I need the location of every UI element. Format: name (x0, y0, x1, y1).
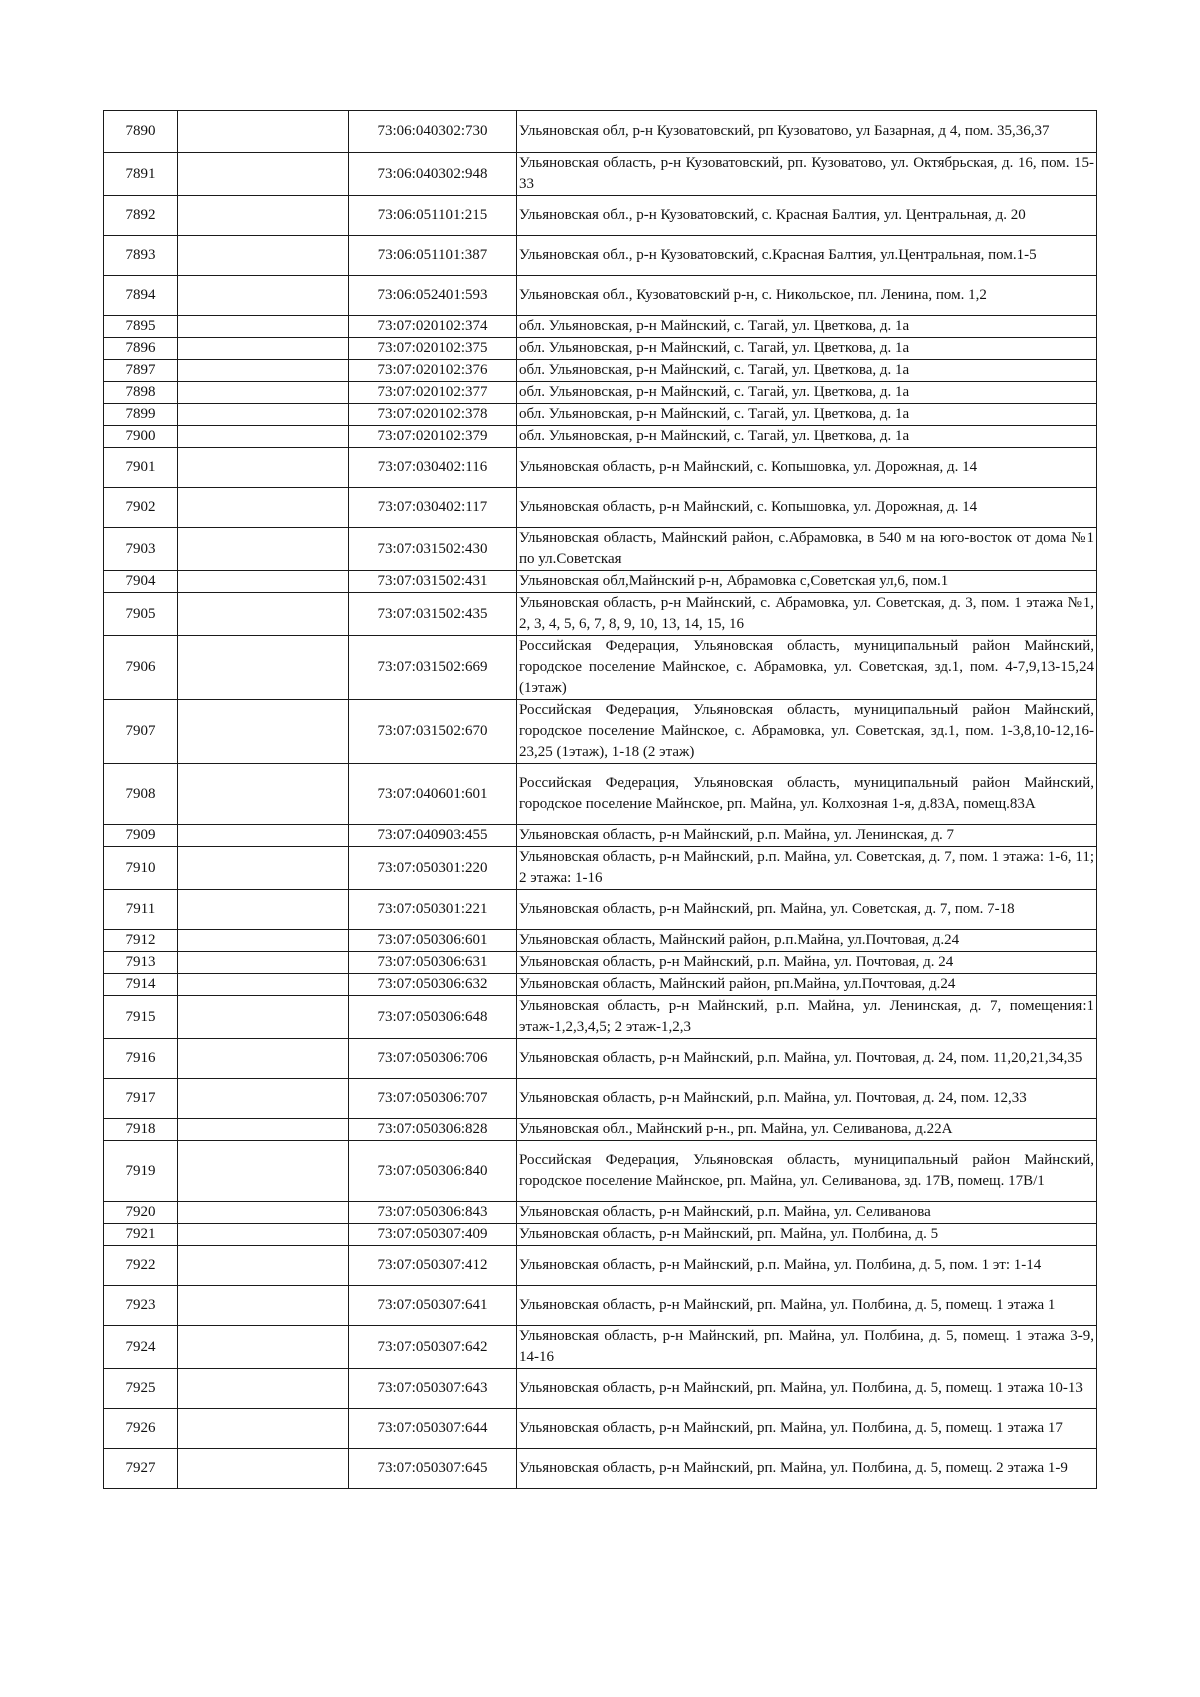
cadastral-number-cell: 73:06:052401:593 (349, 276, 517, 316)
row-number-cell: 7891 (104, 153, 178, 196)
empty-cell (178, 488, 349, 528)
row-number-cell: 7901 (104, 448, 178, 488)
address-cell: Ульяновская область, р-н Майнский, р.п. Майна, ул. Ленинская, д. 7, помещения:1 этаж-1,2,3,4,5; 2 этаж-1,2,3 (517, 996, 1097, 1039)
table-row (104, 1039, 1097, 1079)
table-row (104, 1286, 1097, 1326)
row-number-cell: 7912 (104, 930, 178, 952)
empty-cell (178, 404, 349, 426)
cadastral-number-cell: 73:07:050307:644 (349, 1409, 517, 1449)
cadastral-number-cell: 73:07:050307:409 (349, 1224, 517, 1246)
table-row (104, 952, 1097, 974)
table-row (104, 636, 1097, 700)
row-number-cell: 7892 (104, 196, 178, 236)
address-cell: Ульяновская обл., Майнский р-н., рп. Майна, ул. Селиванова, д.22А (517, 1119, 1097, 1141)
row-number-cell: 7900 (104, 426, 178, 448)
table-row (104, 276, 1097, 316)
empty-cell (178, 1409, 349, 1449)
row-number-cell: 7896 (104, 338, 178, 360)
row-number-cell: 7916 (104, 1039, 178, 1079)
address-cell: Ульяновская область, р-н Майнский, с. Абрамовка, ул. Советская, д. 3, пом. 1 этажа №1, 2, 3, 4, 5, 6, 7, 8, 9, 10, 13, 14, 15, 16 (517, 593, 1097, 636)
cadastral-number-cell: 73:07:031502:670 (349, 700, 517, 764)
row-number-cell: 7909 (104, 825, 178, 847)
address-cell: Ульяновская область, р-н Майнский, рп. Майна, ул. Полбина, д. 5, помещ. 1 этажа 3-9, 14-16 (517, 1326, 1097, 1369)
row-number-cell: 7894 (104, 276, 178, 316)
table-row (104, 1369, 1097, 1409)
address-cell: Российская Федерация, Ульяновская область, муниципальный район Майнский, городское поселение Майнское, с. Абрамовка, ул. Советская, зд.1, пом. 4-7,9,13-15,24 (1этаж) (517, 636, 1097, 700)
empty-cell (178, 764, 349, 825)
table-row (104, 930, 1097, 952)
table-row (104, 528, 1097, 571)
row-number-cell: 7907 (104, 700, 178, 764)
table-row (104, 974, 1097, 996)
cadastral-number-cell: 73:06:040302:730 (349, 111, 517, 153)
property-register-table (103, 110, 1097, 1489)
cadastral-number-cell: 73:07:031502:669 (349, 636, 517, 700)
table-row (104, 488, 1097, 528)
empty-cell (178, 1039, 349, 1079)
empty-cell (178, 1119, 349, 1141)
row-number-cell: 7904 (104, 571, 178, 593)
address-cell: Ульяновская обл, р-н Кузоватовский, рп Кузоватово, ул Базарная, д 4, пом. 35,36,37 (517, 111, 1097, 153)
table-row (104, 825, 1097, 847)
table-row (104, 236, 1097, 276)
cadastral-number-cell: 73:07:040601:601 (349, 764, 517, 825)
empty-cell (178, 1369, 349, 1409)
row-number-cell: 7917 (104, 1079, 178, 1119)
row-number-cell: 7920 (104, 1202, 178, 1224)
cadastral-number-cell: 73:07:020102:377 (349, 382, 517, 404)
table-body (104, 111, 1097, 1489)
cadastral-number-cell: 73:07:050301:220 (349, 847, 517, 890)
empty-cell (178, 1326, 349, 1369)
empty-cell (178, 847, 349, 890)
address-cell: Ульяновская область, Майнский район, рп.Майна, ул.Почтовая, д.24 (517, 974, 1097, 996)
address-cell: Ульяновская обл., Кузоватовский р-н, с. Никольское, пл. Ленина, пом. 1,2 (517, 276, 1097, 316)
cadastral-number-cell: 73:07:050307:645 (349, 1449, 517, 1489)
address-cell: Ульяновская область, р-н Майнский, р.п. Майна, ул. Полбина, д. 5, пом. 1 эт: 1-14 (517, 1246, 1097, 1286)
address-cell: Российская Федерация, Ульяновская область, муниципальный район Майнский, городское поселение Майнское, рп. Майна, ул. Колхозная 1-я, д.83А, помещ.83А (517, 764, 1097, 825)
table-row (104, 1224, 1097, 1246)
cadastral-number-cell: 73:07:020102:379 (349, 426, 517, 448)
cadastral-number-cell: 73:06:051101:387 (349, 236, 517, 276)
address-cell: обл. Ульяновская, р-н Майнский, с. Тагай, ул. Цветкова, д. 1а (517, 338, 1097, 360)
cadastral-number-cell: 73:07:031502:430 (349, 528, 517, 571)
row-number-cell: 7919 (104, 1141, 178, 1202)
empty-cell (178, 153, 349, 196)
table-row (104, 571, 1097, 593)
row-number-cell: 7906 (104, 636, 178, 700)
empty-cell (178, 1224, 349, 1246)
cadastral-number-cell: 73:06:040302:948 (349, 153, 517, 196)
empty-cell (178, 448, 349, 488)
address-cell: Ульяновская область, р-н Майнский, рп. Майна, ул. Советская, д. 7, пом. 7-18 (517, 890, 1097, 930)
address-cell: Ульяновская обл,Майнский р-н, Абрамовка с,Советская ул,6, пом.1 (517, 571, 1097, 593)
cadastral-number-cell: 73:07:030402:117 (349, 488, 517, 528)
address-cell: Ульяновская область, р-н Майнский, р.п. Майна, ул. Почтовая, д. 24, пом. 12,33 (517, 1079, 1097, 1119)
empty-cell (178, 1286, 349, 1326)
address-cell: Ульяновская область, Майнский район, р.п.Майна, ул.Почтовая, д.24 (517, 930, 1097, 952)
address-cell: Ульяновская область, Майнский район, с.Абрамовка, в 540 м на юго-восток от дома №1 по ул.Советская (517, 528, 1097, 571)
row-number-cell: 7913 (104, 952, 178, 974)
address-cell: Ульяновская область, р-н Майнский, рп. Майна, ул. Полбина, д. 5, помещ. 1 этажа 1 (517, 1286, 1097, 1326)
cadastral-number-cell: 73:06:051101:215 (349, 196, 517, 236)
address-cell: обл. Ульяновская, р-н Майнский, с. Тагай, ул. Цветкова, д. 1а (517, 360, 1097, 382)
cadastral-number-cell: 73:07:050306:843 (349, 1202, 517, 1224)
address-cell: обл. Ульяновская, р-н Майнский, с. Тагай, ул. Цветкова, д. 1а (517, 316, 1097, 338)
row-number-cell: 7898 (104, 382, 178, 404)
address-cell: Ульяновская область, р-н Майнский, р.п. Майна, ул. Селиванова (517, 1202, 1097, 1224)
empty-cell (178, 382, 349, 404)
empty-cell (178, 1202, 349, 1224)
row-number-cell: 7899 (104, 404, 178, 426)
empty-cell (178, 1141, 349, 1202)
table-row (104, 153, 1097, 196)
empty-cell (178, 338, 349, 360)
table-row (104, 404, 1097, 426)
cadastral-number-cell: 73:07:050306:828 (349, 1119, 517, 1141)
empty-cell (178, 360, 349, 382)
table-row (104, 1079, 1097, 1119)
address-cell: Российская Федерация, Ульяновская область, муниципальный район Майнский, городское поселение Майнское, с. Абрамовка, ул. Советская, зд.1, пом. 1-3,8,10-12,16-23,25 (1этаж), 1-18 (2 этаж) (517, 700, 1097, 764)
empty-cell (178, 528, 349, 571)
row-number-cell: 7902 (104, 488, 178, 528)
cadastral-number-cell: 73:07:050306:707 (349, 1079, 517, 1119)
table-row (104, 764, 1097, 825)
empty-cell (178, 236, 349, 276)
cadastral-number-cell: 73:07:050301:221 (349, 890, 517, 930)
row-number-cell: 7905 (104, 593, 178, 636)
table-row (104, 338, 1097, 360)
row-number-cell: 7914 (104, 974, 178, 996)
empty-cell (178, 636, 349, 700)
cadastral-number-cell: 73:07:050306:648 (349, 996, 517, 1039)
address-cell: Ульяновская область, р-н Майнский, рп. Майна, ул. Полбина, д. 5, помещ. 2 этажа 1-9 (517, 1449, 1097, 1489)
row-number-cell: 7918 (104, 1119, 178, 1141)
row-number-cell: 7911 (104, 890, 178, 930)
row-number-cell: 7915 (104, 996, 178, 1039)
row-number-cell: 7910 (104, 847, 178, 890)
cadastral-number-cell: 73:07:050306:601 (349, 930, 517, 952)
cadastral-number-cell: 73:07:050306:840 (349, 1141, 517, 1202)
empty-cell (178, 996, 349, 1039)
row-number-cell: 7926 (104, 1409, 178, 1449)
empty-cell (178, 1246, 349, 1286)
empty-cell (178, 196, 349, 236)
table-row (104, 1119, 1097, 1141)
cadastral-number-cell: 73:07:050307:642 (349, 1326, 517, 1369)
row-number-cell: 7921 (104, 1224, 178, 1246)
empty-cell (178, 974, 349, 996)
address-cell: Ульяновская обл., р-н Кузоватовский, с.Красная Балтия, ул.Центральная, пом.1-5 (517, 236, 1097, 276)
address-cell: Ульяновская область, р-н Майнский, рп. Майна, ул. Полбина, д. 5, помещ. 1 этажа 17 (517, 1409, 1097, 1449)
address-cell: Ульяновская обл., р-н Кузоватовский, с. Красная Балтия, ул. Центральная, д. 20 (517, 196, 1097, 236)
empty-cell (178, 930, 349, 952)
table-row (104, 1409, 1097, 1449)
row-number-cell: 7927 (104, 1449, 178, 1489)
address-cell: обл. Ульяновская, р-н Майнский, с. Тагай, ул. Цветкова, д. 1а (517, 404, 1097, 426)
row-number-cell: 7890 (104, 111, 178, 153)
cadastral-number-cell: 73:07:050306:631 (349, 952, 517, 974)
empty-cell (178, 316, 349, 338)
cadastral-number-cell: 73:07:040903:455 (349, 825, 517, 847)
row-number-cell: 7925 (104, 1369, 178, 1409)
table-row (104, 1141, 1097, 1202)
row-number-cell: 7897 (104, 360, 178, 382)
empty-cell (178, 1449, 349, 1489)
table-row (104, 196, 1097, 236)
address-cell: обл. Ульяновская, р-н Майнский, с. Тагай, ул. Цветкова, д. 1а (517, 426, 1097, 448)
address-cell: Ульяновская область, р-н Майнский, рп. Майна, ул. Полбина, д. 5, помещ. 1 этажа 10-13 (517, 1369, 1097, 1409)
table-row (104, 426, 1097, 448)
empty-cell (178, 700, 349, 764)
table-row (104, 1202, 1097, 1224)
empty-cell (178, 426, 349, 448)
cadastral-number-cell: 73:07:050306:632 (349, 974, 517, 996)
address-cell: Российская Федерация, Ульяновская область, муниципальный район Майнский, городское поселение Майнское, рп. Майна, ул. Селиванова, зд. 17В, помещ. 17В/1 (517, 1141, 1097, 1202)
address-cell: Ульяновская область, р-н Майнский, р.п. Майна, ул. Почтовая, д. 24 (517, 952, 1097, 974)
empty-cell (178, 111, 349, 153)
address-cell: Ульяновская область, р-н Майнский, р.п. Майна, ул. Почтовая, д. 24, пом. 11,20,21,34,35 (517, 1039, 1097, 1079)
address-cell: Ульяновская область, р-н Майнский, р.п. Майна, ул. Советская, д. 7, пом. 1 этажа: 1-6, 11; 2 этажа: 1-16 (517, 847, 1097, 890)
cadastral-number-cell: 73:07:050307:412 (349, 1246, 517, 1286)
address-cell: обл. Ульяновская, р-н Майнский, с. Тагай, ул. Цветкова, д. 1а (517, 382, 1097, 404)
table-row (104, 1326, 1097, 1369)
empty-cell (178, 890, 349, 930)
row-number-cell: 7924 (104, 1326, 178, 1369)
cadastral-number-cell: 73:07:020102:376 (349, 360, 517, 382)
table-row (104, 448, 1097, 488)
table-row (104, 847, 1097, 890)
cadastral-number-cell: 73:07:020102:378 (349, 404, 517, 426)
row-number-cell: 7908 (104, 764, 178, 825)
cadastral-number-cell: 73:07:020102:375 (349, 338, 517, 360)
address-cell: Ульяновская область, р-н Майнский, р.п. Майна, ул. Ленинская, д. 7 (517, 825, 1097, 847)
empty-cell (178, 276, 349, 316)
address-cell: Ульяновская область, р-н Майнский, с. Копышовка, ул. Дорожная, д. 14 (517, 448, 1097, 488)
table-row (104, 316, 1097, 338)
address-cell: Ульяновская область, р-н Кузоватовский, рп. Кузоватово, ул. Октябрьская, д. 16, пом. 15-33 (517, 153, 1097, 196)
cadastral-number-cell: 73:07:030402:116 (349, 448, 517, 488)
row-number-cell: 7893 (104, 236, 178, 276)
row-number-cell: 7922 (104, 1246, 178, 1286)
cadastral-number-cell: 73:07:031502:435 (349, 593, 517, 636)
empty-cell (178, 825, 349, 847)
row-number-cell: 7903 (104, 528, 178, 571)
row-number-cell: 7895 (104, 316, 178, 338)
table-row (104, 700, 1097, 764)
address-cell: Ульяновская область, р-н Майнский, рп. Майна, ул. Полбина, д. 5 (517, 1224, 1097, 1246)
table-row (104, 111, 1097, 153)
empty-cell (178, 571, 349, 593)
empty-cell (178, 952, 349, 974)
empty-cell (178, 593, 349, 636)
table-row (104, 593, 1097, 636)
table-row (104, 1246, 1097, 1286)
cadastral-number-cell: 73:07:050306:706 (349, 1039, 517, 1079)
cadastral-number-cell: 73:07:020102:374 (349, 316, 517, 338)
cadastral-number-cell: 73:07:050307:643 (349, 1369, 517, 1409)
empty-cell (178, 1079, 349, 1119)
cadastral-number-cell: 73:07:031502:431 (349, 571, 517, 593)
address-cell: Ульяновская область, р-н Майнский, с. Копышовка, ул. Дорожная, д. 14 (517, 488, 1097, 528)
row-number-cell: 7923 (104, 1286, 178, 1326)
cadastral-number-cell: 73:07:050307:641 (349, 1286, 517, 1326)
table-row (104, 890, 1097, 930)
table-row (104, 360, 1097, 382)
table-row (104, 382, 1097, 404)
table-row (104, 996, 1097, 1039)
table-row (104, 1449, 1097, 1489)
